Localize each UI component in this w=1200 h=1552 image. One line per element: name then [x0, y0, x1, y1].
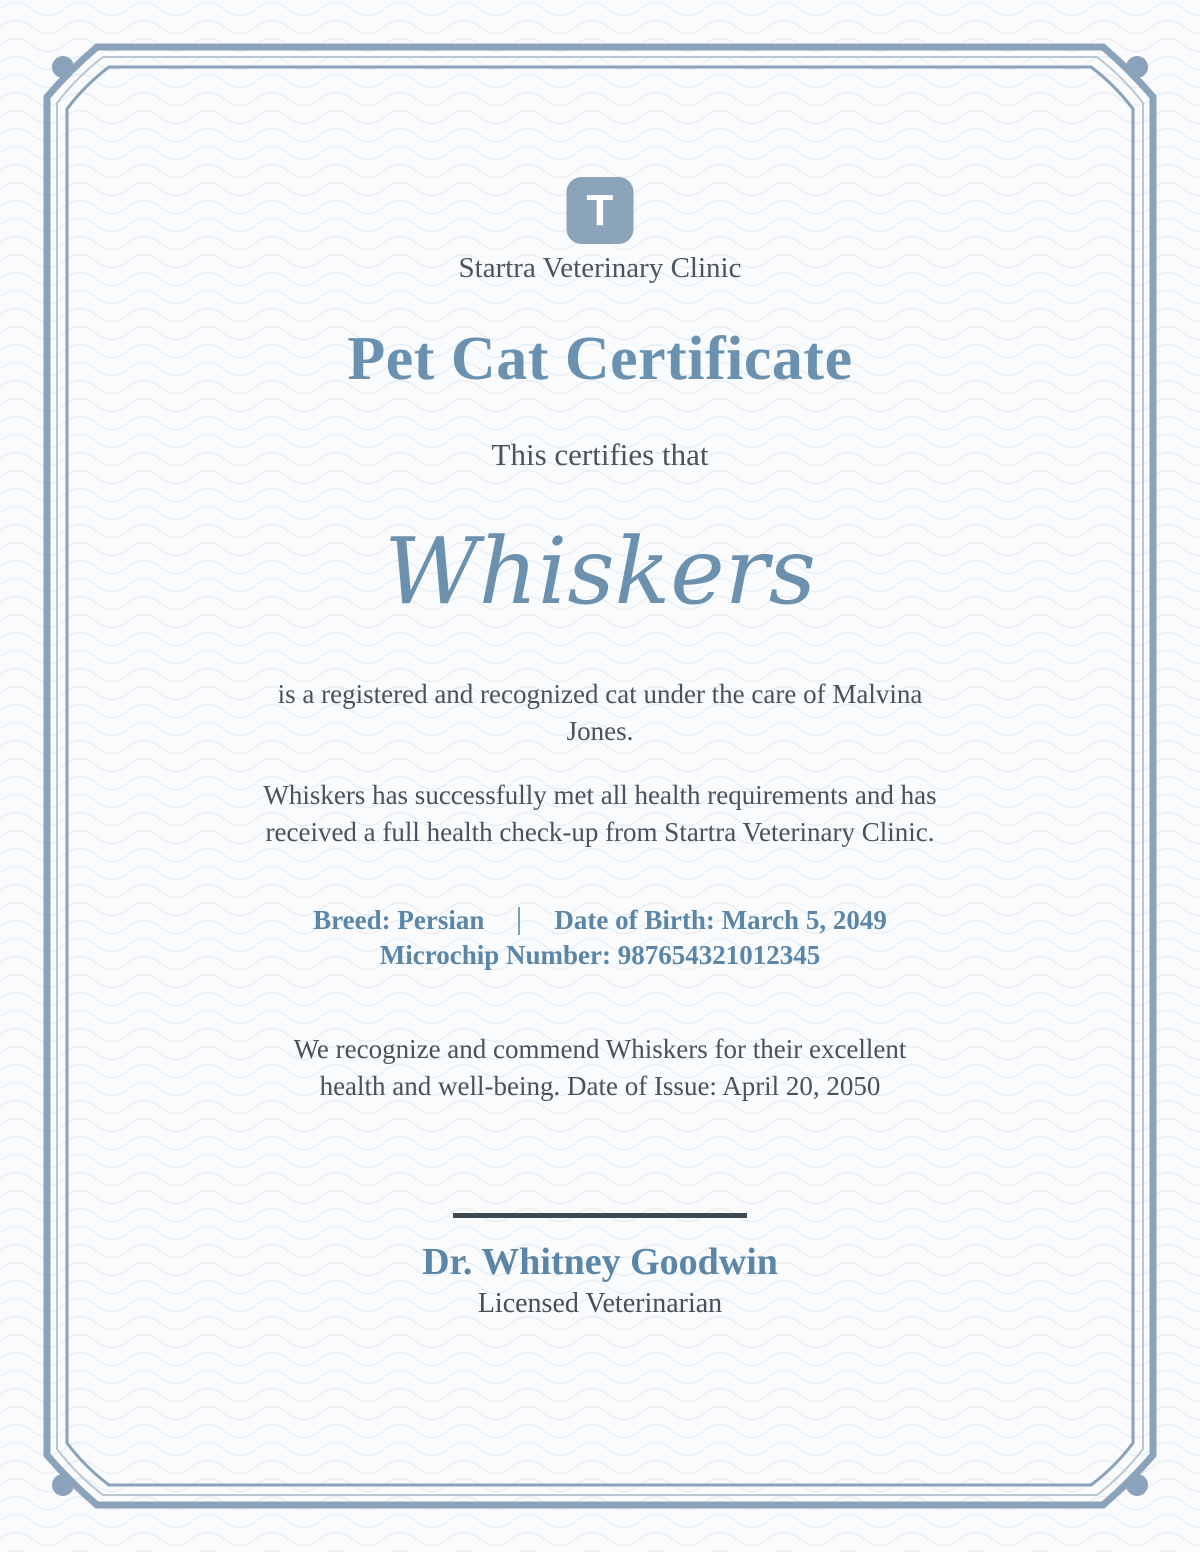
breed-value: Breed: Persian	[313, 905, 485, 935]
clinic-name: Startra Veterinary Clinic	[458, 252, 742, 284]
date-of-birth-value: Date of Birth: March 5, 2049	[554, 905, 887, 935]
signatory-name: Dr. Whitney Goodwin	[422, 1241, 778, 1283]
pet-details-row-1	[0, 903, 1200, 938]
clinic-logo-letter-icon: T	[586, 185, 614, 235]
signatory-title: Licensed Veterinarian	[477, 1288, 723, 1319]
clinic-logo	[567, 177, 634, 244]
certifies-label: This certifies that	[491, 437, 709, 472]
pet-details-row-2	[0, 938, 1200, 973]
health-text: Whiskers has successfully met all health requirements and has received a full health check-up from Startra Veterinary Clinic.	[263, 780, 937, 847]
details-divider	[518, 907, 520, 935]
pet-name: Whiskers	[384, 518, 816, 625]
recognition-text: We recognize and commend Whiskers for their excellent health and well-being. Date of Issue: April 20, 2050	[293, 1034, 907, 1101]
pet-details	[0, 903, 1200, 973]
signature-line	[453, 1213, 747, 1218]
microchip-value: Microchip Number: 987654321012345	[379, 940, 821, 970]
registration-text: is a registered and recognized cat under the care of Malvina Jones.	[277, 679, 923, 746]
certificate-title: Pet Cat Certificate	[347, 325, 853, 393]
